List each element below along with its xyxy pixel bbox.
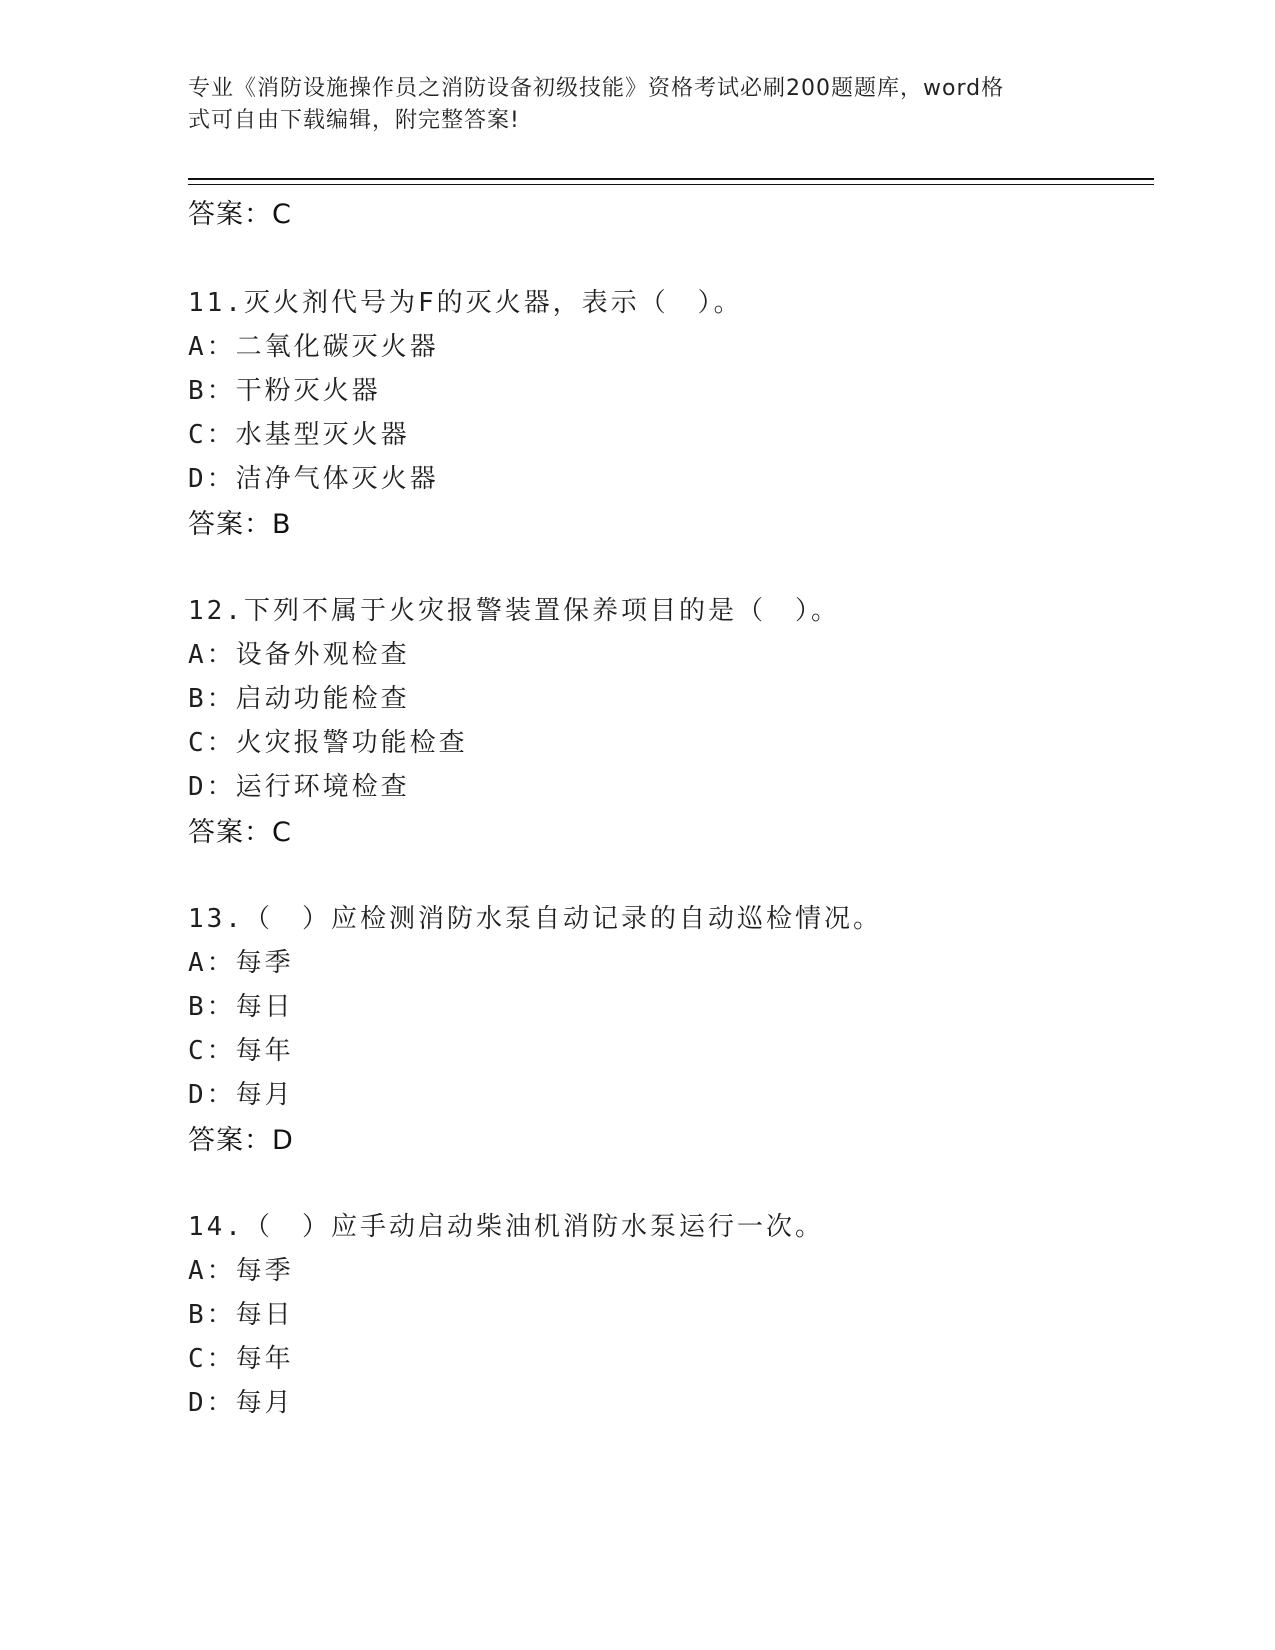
question-14-option-d: D：每月 bbox=[188, 1388, 294, 1418]
header-divider-thick bbox=[188, 178, 1154, 180]
answer-q10: 答案：C bbox=[188, 199, 292, 230]
question-13-option-d: D：每月 bbox=[188, 1080, 294, 1110]
question-12-option-b: B：启动功能检查 bbox=[188, 684, 410, 714]
question-11-option-a: A：二氧化碳灭火器 bbox=[188, 332, 439, 362]
question-11-option-b: B：干粉灭火器 bbox=[188, 376, 381, 406]
header-line-2: 式可自由下载编辑，附完整答案! bbox=[188, 108, 520, 133]
question-14-stem: 14.（ ）应手动启动柴油机消防水泵运行一次。 bbox=[188, 1212, 824, 1242]
question-11-stem: 11.灭火剂代号为F的灭火器，表示（ ）。 bbox=[188, 288, 743, 318]
question-11-answer: 答案：B bbox=[188, 509, 292, 540]
question-14-option-c: C：每年 bbox=[188, 1344, 294, 1374]
question-12-answer: 答案：C bbox=[188, 817, 292, 848]
question-14-option-a: A：每季 bbox=[188, 1256, 294, 1286]
document-header bbox=[188, 73, 1068, 137]
header-divider-thin bbox=[188, 184, 1154, 185]
question-13-option-b: B：每日 bbox=[188, 992, 294, 1022]
question-13-option-c: C：每年 bbox=[188, 1036, 294, 1066]
question-12-option-d: D：运行环境检查 bbox=[188, 772, 410, 802]
question-13-answer: 答案：D bbox=[188, 1125, 294, 1156]
question-13-option-a: A：每季 bbox=[188, 948, 294, 978]
header-line-1: 专业《消防设施操作员之消防设备初级技能》资格考试必刷200题题库，word格 bbox=[188, 76, 1005, 101]
question-12-stem: 12.下列不属于火灾报警装置保养项目的是（ ）。 bbox=[188, 596, 840, 626]
question-11-option-d: D：洁净气体灭火器 bbox=[188, 464, 439, 494]
question-11-option-c: C：水基型灭火器 bbox=[188, 420, 410, 450]
question-12-option-a: A：设备外观检查 bbox=[188, 640, 410, 670]
question-13-stem: 13.（ ）应检测消防水泵自动记录的自动巡检情况。 bbox=[188, 904, 882, 934]
question-14-option-b: B：每日 bbox=[188, 1300, 294, 1330]
question-12-option-c: C：火灾报警功能检查 bbox=[188, 728, 468, 758]
